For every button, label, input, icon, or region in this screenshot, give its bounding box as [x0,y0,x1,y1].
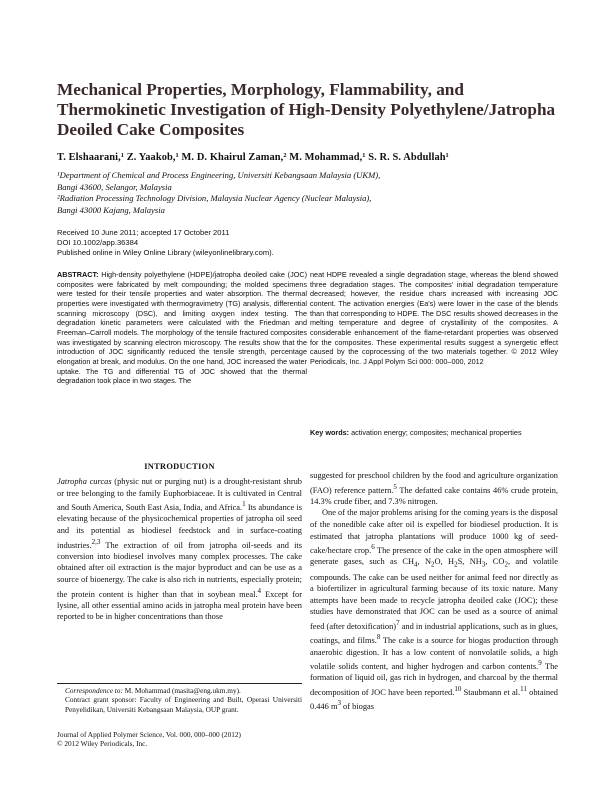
intro-paragraph: Jatropha curcas (physic nut or purging nut) is a drought-resistant shrub or tree belonging to the family Euphorbiaceae. It is cultivated in Central and South America, South East Asia, India, and Africa.$^1$ Its abundance is elevating because of the physicochemical properties of jatropha oil seed and its potential as biodiesel feedstock and in surface-coating industries.$^{2,3}$ The extraction of oil from jatropha oil-seeds and its conversion into biodiesel involves many complex processes. The cake obtained after oil extraction is the major byproduct and can be use as a source of bioenergy. The cake is also rich in nutrients, especially protein; the protein content is higher than that in soybean meal.$^4$ Except for lysine, all other essential amino acids in jatropha meal protein have been reported to be in higher concentrations than those [57,477,302,622]
affiliation-line: ²Radiation Processing Technology Division, Malaysia Nuclear Agency (Nuclear Malaysia), [57,193,372,204]
journal-info [57,730,307,749]
abstract-text-right: neat HDPE revealed a single degradation stage, whereas the blend showed three degradation stages. The composites' initial degradation temperature decreased; however, the residue chars increased with increasing JOC content. The activation energies (Ea's) were lower in the case of the blends than that corresponding to HDPE. The DSC results showed decreases in the melting temperature and degree of crystallinity of the composites. A considerable enhancement of the flame-retardant properties was observed for the composites. These experimental results suggest a synergetic effect caused by the coprocessing of the two materials together. © 2012 Wiley Periodicals, Inc. J Appl Polym Sci 000: 000–000, 2012 [310,270,558,366]
abstract-right-column [310,270,558,367]
doi: DOI 10.1002/app.36384 [57,237,139,247]
intro-right-column [310,470,558,713]
intro-paragraph: One of the major problems arising for the coming years is the disposal of the nonedible cake after oil is expelled for biodiesel production. It is estimated that jatropha plantations will produce 1000 kg of seed-cake/hectare crop.$^6$ The presence of the cake in the open atmosphere will generate gases, such as $CH_4$, $N_2O$, $H_2S$, $NH_3$, $CO_2$, and volatile compounds. The cake can be used neither for animal feed nor directly as a biofertilizer in agricultural farming because of its toxic nature. Many attempts have been made to recycle jatropha deoiled cake (JOC); these studies have demonstrated that JOC can be used as a source of animal feed (after detoxification)$^7$ and in industrial applications, such as in glues, coatings, and films.$^8$ The cake is a source for biogas production through anaerobic digestion. It has a low content of nonvolatile solids, a high volatile solids content, and higher hydrogen and carbon contents.$^9$ The formation of liquid oil, gas rich in hydrogen, and charcoal by the thermal decomposition of JOC have been reported.$^{10}$ Staubmann et al.$^{11}$ obtained 0.446 $m^3$ of biogas [310,508,559,712]
journal-citation: Journal of Applied Polymer Science, Vol. 000, 000–000 (2012) [57,730,241,739]
abstract-label: ABSTRACT: [57,270,99,279]
author-list [57,152,577,163]
footnote-divider [57,683,302,684]
keywords [310,428,558,438]
keywords-label: Key words: [310,428,350,437]
affiliation-line: Bangi 43600, Selangor, Malaysia [57,181,172,192]
footnotes [57,686,302,714]
correspondence-note: Correspondence to: M. Mohammad (masita@eng.ukm.my). [65,686,241,695]
section-heading-introduction: INTRODUCTION [144,462,215,471]
abstract-text-left: High-density polyethylene (HDPE)/jatropha deoiled cake (JOC) composites were fabricated by melt compounding; the molded specimens were tested for their tensile properties and water absorption. The thermal properties were investigated with thermogravimetry (TG) analysis, differential scanning microscopy (DSC), and limiting oxygen index testing. The degradation kinetic parameters were calculated with the Friedman and Freeman–Carroll models. The morphology of the tensile fractured composites was investigated by scanning electron microscopy. The results show that the introduction of JOC significantly reduced the tensile strength, percentage elongation at break, and modulus. On the one hand, JOC increased the water uptake. The TG and differential TG of JOC showed that the thermal degradation took place in two stages. The [57,270,307,386]
grant-note: Contract grant sponsor: Faculty of Engineering and Built, Operasi Universiti Penyelidikan, Universiti Kebangsaan Malaysia, OUP grant. [65,695,302,714]
affiliation-line: ¹Department of Chemical and Process Engineering, Universiti Kebangsaan Malaysia (UKM), [57,170,381,180]
published-online: Published online in Wiley Online Library (wileyonlinelibrary.com). [57,247,274,257]
authors-text: T. Elshaarani,¹ Z. Yaakob,¹ M. D. Khairul Zaman,² M. Mohammad,¹ S. R. S. Abdullah¹ [57,152,449,163]
affiliation-line: Bangi 43000 Kajang, Malaysia [57,204,165,215]
intro-paragraph: suggested for preschool children by the food and agriculture organization (FAO) reference pattern.$^5$ The defatted cake contains 46% crude protein, 14.3% crude fiber, and 7.3% nitrogen. [310,471,558,506]
received-date: Received 10 June 2011; accepted 17 October 2011 [57,228,230,237]
received-info [57,228,477,257]
copyright: © 2012 Wiley Periodicals, Inc. [57,739,148,749]
intro-left-column [57,476,302,623]
abstract-left-column [57,270,307,386]
paper-title: Mechanical Properties, Morphology, Flammability, and Thermokinetic Investigation of High-Density Polyethylene/Jatropha Deoiled Cake Composites [57,80,556,139]
keywords-text: activation energy; composites; mechanical properties [351,428,522,437]
affiliations [57,170,477,216]
